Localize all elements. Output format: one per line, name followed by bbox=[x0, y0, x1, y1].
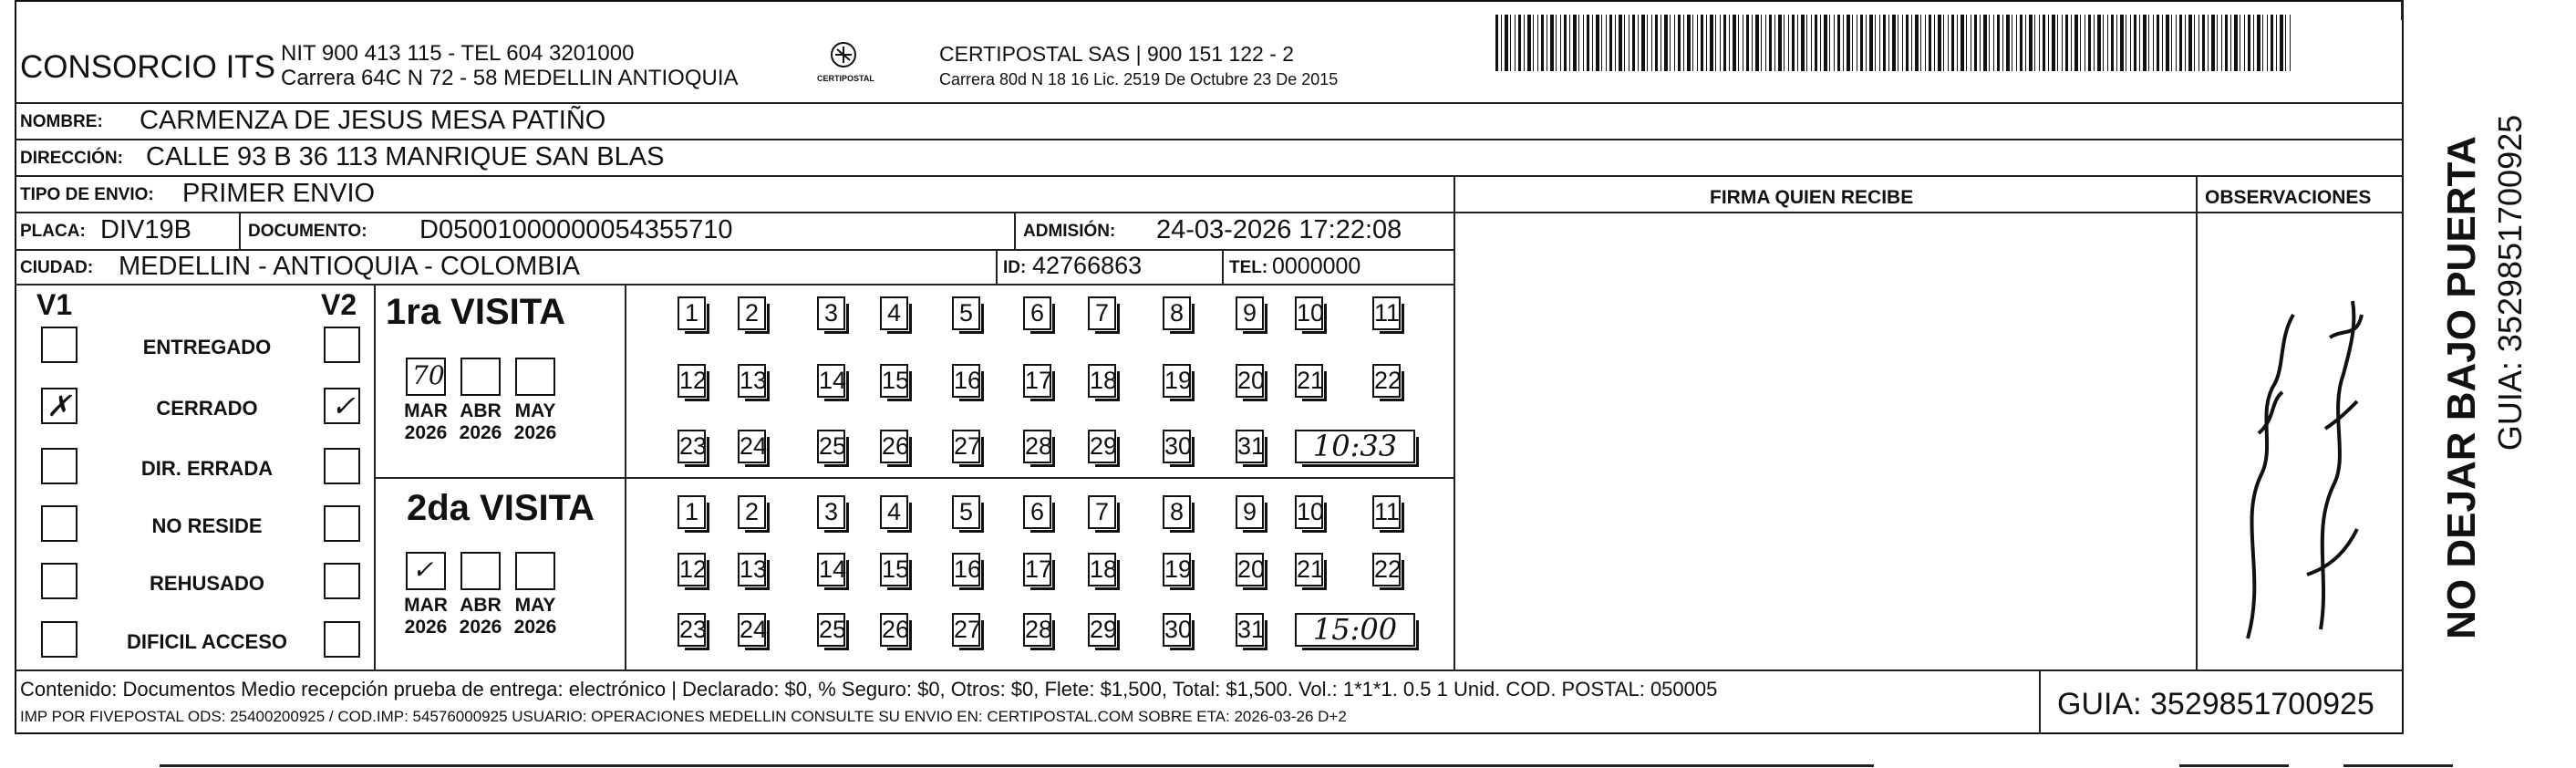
certipostal-logo bbox=[802, 36, 885, 91]
day-box[interactable]: 23 bbox=[678, 613, 706, 647]
day-box[interactable]: 18 bbox=[1088, 364, 1116, 398]
day-box[interactable]: 12 bbox=[678, 553, 706, 586]
nombre-value: CARMENZA DE JESUS MESA PATIÑO bbox=[140, 106, 606, 135]
day-box[interactable]: 14 bbox=[817, 364, 845, 398]
month-checkbox[interactable] bbox=[515, 358, 555, 396]
day-box[interactable]: 25 bbox=[817, 613, 845, 647]
month-year: 2026 bbox=[459, 422, 502, 443]
day-box[interactable]: 29 bbox=[1088, 613, 1116, 647]
day-box[interactable]: 17 bbox=[1023, 553, 1051, 586]
day-box[interactable]: 26 bbox=[880, 613, 908, 647]
day-box[interactable]: 21 bbox=[1295, 553, 1323, 586]
month-name: MAY bbox=[514, 595, 556, 616]
documento-label: DOCUMENTO: bbox=[248, 222, 367, 241]
day-box[interactable]: 6 bbox=[1023, 296, 1051, 330]
col-divider bbox=[996, 249, 998, 284]
day-box[interactable]: 1 bbox=[678, 296, 706, 330]
header-divider bbox=[15, 102, 2404, 104]
month-checkbox[interactable] bbox=[406, 552, 446, 590]
day-box[interactable]: 4 bbox=[880, 495, 908, 529]
tel-value: 0000000 bbox=[1272, 254, 1361, 279]
handwritten-signature bbox=[2211, 274, 2375, 657]
day-box[interactable]: 20 bbox=[1236, 553, 1264, 586]
day-box[interactable]: 17 bbox=[1023, 364, 1051, 398]
day-box[interactable]: 16 bbox=[952, 364, 980, 398]
status-label: NO RESIDE bbox=[151, 514, 263, 537]
day-box[interactable]: 16 bbox=[952, 553, 980, 586]
v1-checkbox[interactable] bbox=[41, 327, 78, 363]
month-checkbox[interactable] bbox=[460, 358, 501, 396]
day-box[interactable]: 18 bbox=[1088, 553, 1116, 586]
ciudad-value: MEDELLIN - ANTIOQUIA - COLOMBIA bbox=[119, 252, 580, 281]
day-box[interactable]: 9 bbox=[1236, 495, 1264, 529]
v2-checkbox[interactable] bbox=[324, 327, 360, 363]
month-checkbox[interactable] bbox=[460, 552, 501, 590]
status-label: ENTREGADO bbox=[142, 336, 272, 358]
company-name: CONSORCIO ITS bbox=[20, 49, 276, 85]
direccion-value: CALLE 93 B 36 113 MANRIQUE SAN BLAS bbox=[146, 142, 665, 171]
day-box[interactable]: 13 bbox=[738, 553, 766, 586]
row-divider bbox=[15, 249, 1454, 251]
barcode bbox=[1495, 15, 2293, 71]
day-box[interactable]: 6 bbox=[1023, 495, 1051, 529]
month-year: 2026 bbox=[404, 422, 448, 443]
day-box[interactable]: 13 bbox=[738, 364, 766, 398]
month-name: ABR bbox=[460, 595, 502, 616]
day-box[interactable]: 20 bbox=[1236, 364, 1264, 398]
v2-checkbox[interactable] bbox=[324, 448, 360, 484]
status-label: CERRADO bbox=[156, 397, 258, 420]
day-box[interactable]: 7 bbox=[1088, 495, 1116, 529]
day-box[interactable]: 11 bbox=[1372, 495, 1401, 529]
v1-checkbox[interactable] bbox=[41, 563, 78, 599]
row-divider bbox=[15, 175, 2404, 177]
month-checkbox[interactable] bbox=[515, 552, 555, 590]
day-box[interactable]: 10 bbox=[1295, 495, 1323, 529]
tipo-value: PRIMER ENVIO bbox=[182, 179, 376, 208]
day-box[interactable]: 19 bbox=[1163, 553, 1191, 586]
status-label: DIR. ERRADA bbox=[140, 457, 274, 480]
day-box[interactable]: 30 bbox=[1163, 613, 1191, 647]
status-label: REHUSADO bbox=[150, 572, 264, 595]
firma-header: FIRMA QUIEN RECIBE bbox=[1710, 187, 1914, 208]
address-line: Carrera 64C N 72 - 58 MEDELLIN ANTIOQUIA bbox=[281, 66, 739, 90]
logo-text: CERTIPOSTAL bbox=[817, 74, 874, 83]
firma-column-left bbox=[1454, 175, 1455, 669]
side-guia: GUIA: 3529851700925 bbox=[2491, 114, 2529, 451]
admision-value: 24-03-2026 17:22:08 bbox=[1156, 215, 1402, 244]
time-box[interactable]: 15:00 bbox=[1295, 613, 1415, 647]
placa-label: PLACA: bbox=[20, 222, 86, 241]
day-box[interactable]: 15 bbox=[880, 364, 908, 398]
v2-checkbox-mark: ✓ bbox=[331, 389, 356, 423]
day-box[interactable]: 8 bbox=[1163, 495, 1191, 529]
status-label: DIFICIL ACCESO bbox=[126, 630, 287, 653]
v2-checkbox[interactable] bbox=[324, 388, 360, 424]
cut-line bbox=[160, 764, 1874, 767]
documento-value: D05001000000054355710 bbox=[419, 215, 733, 244]
tel-label: TEL: bbox=[1229, 258, 1268, 277]
month-name: MAR bbox=[404, 400, 448, 421]
day-box[interactable]: 19 bbox=[1163, 364, 1191, 398]
day-box[interactable]: 3 bbox=[817, 296, 845, 330]
day-box[interactable]: 10 bbox=[1295, 296, 1323, 330]
month-checkbox-mark: 70 bbox=[412, 360, 445, 390]
col-divider bbox=[1222, 249, 1224, 284]
day-box[interactable]: 27 bbox=[952, 613, 980, 647]
no-dejar-notice: NO DEJAR BAJO PUERTA bbox=[2439, 136, 2484, 639]
tipo-label: TIPO DE ENVIO: bbox=[20, 185, 154, 204]
month-year: 2026 bbox=[513, 617, 557, 638]
day-box[interactable]: 24 bbox=[738, 430, 766, 463]
month-checkbox[interactable] bbox=[406, 358, 446, 396]
day-box[interactable]: 28 bbox=[1023, 613, 1051, 647]
v1-checkbox[interactable] bbox=[41, 505, 78, 542]
footer-imp-line: IMP POR FIVEPOSTAL ODS: 25400200925 / COD.IMP: 54576000925 USUARIO: OPERACIONES MEDELLIN CONSULTE SU ENVIO EN: CERTIPOSTAL.COM SOBRE ETA: 2026-03-26 D+2 bbox=[20, 708, 1347, 725]
observaciones-column-left bbox=[2196, 175, 2198, 669]
month-year: 2026 bbox=[513, 422, 557, 443]
v1-checkbox-mark: ✗ bbox=[47, 389, 71, 423]
day-box[interactable]: 1 bbox=[678, 495, 706, 529]
nit-line: NIT 900 413 115 - TEL 604 3201000 bbox=[281, 41, 635, 66]
nombre-label: NOMBRE: bbox=[20, 112, 103, 131]
month-year: 2026 bbox=[404, 617, 448, 638]
day-box[interactable]: 30 bbox=[1163, 430, 1191, 463]
day-box[interactable]: 7 bbox=[1088, 296, 1116, 330]
certipostal-line2: Carrera 80d N 18 16 Lic. 2519 De Octubre 23 De 2015 bbox=[939, 70, 1339, 88]
cut-line bbox=[2343, 764, 2453, 767]
col-divider bbox=[239, 212, 241, 250]
day-box[interactable]: 8 bbox=[1163, 296, 1191, 330]
footer-divider bbox=[15, 669, 2404, 671]
day-box[interactable]: 26 bbox=[880, 430, 908, 463]
day-box[interactable]: 4 bbox=[880, 296, 908, 330]
day-box[interactable]: 24 bbox=[738, 613, 766, 647]
id-value: 42766863 bbox=[1032, 252, 1143, 279]
day-box[interactable]: 28 bbox=[1023, 430, 1051, 463]
day-box[interactable]: 21 bbox=[1295, 364, 1323, 398]
v2-label: V2 bbox=[321, 288, 357, 321]
side-tick bbox=[2401, 0, 2403, 20]
col-divider bbox=[1014, 212, 1016, 250]
day-box[interactable]: 25 bbox=[817, 430, 845, 463]
day-box[interactable]: 5 bbox=[952, 495, 980, 529]
visit2-title: 2da VISITA bbox=[407, 488, 595, 528]
observaciones-header: OBSERVACIONES bbox=[2205, 187, 2372, 208]
row-divider bbox=[15, 284, 1454, 285]
month-name: MAR bbox=[404, 595, 448, 616]
cut-line bbox=[2179, 764, 2289, 767]
v1-checkbox[interactable] bbox=[41, 621, 78, 658]
visit-divider bbox=[374, 477, 1454, 479]
day-box[interactable]: 31 bbox=[1236, 430, 1264, 463]
admision-label: ADMISIÓN: bbox=[1023, 222, 1116, 241]
v1-checkbox[interactable] bbox=[41, 448, 78, 484]
time-box[interactable]: 10:33 bbox=[1295, 430, 1415, 463]
day-box[interactable]: 23 bbox=[678, 430, 706, 463]
month-year: 2026 bbox=[459, 617, 502, 638]
day-box[interactable]: 29 bbox=[1088, 430, 1116, 463]
day-box[interactable]: 2 bbox=[738, 495, 766, 529]
day-box[interactable]: 14 bbox=[817, 553, 845, 586]
day-box[interactable]: 22 bbox=[1372, 364, 1401, 398]
day-box[interactable]: 12 bbox=[678, 364, 706, 398]
ciudad-label: CIUDAD: bbox=[20, 258, 94, 277]
month-name: ABR bbox=[460, 400, 502, 421]
certipostal-line1: CERTIPOSTAL SAS | 900 151 122 - 2 bbox=[939, 42, 1295, 66]
month-name: MAY bbox=[514, 400, 556, 421]
v2-checkbox[interactable] bbox=[324, 505, 360, 542]
v2-checkbox[interactable] bbox=[324, 621, 360, 658]
v2-checkbox[interactable] bbox=[324, 563, 360, 599]
day-box[interactable]: 11 bbox=[1372, 296, 1401, 330]
day-box[interactable]: 5 bbox=[952, 296, 980, 330]
direccion-label: DIRECCIÓN: bbox=[20, 149, 123, 168]
id-label: ID: bbox=[1003, 258, 1027, 277]
day-box[interactable]: 31 bbox=[1236, 613, 1264, 647]
day-box[interactable]: 2 bbox=[738, 296, 766, 330]
footer-content-line: Contenido: Documentos Medio recepción prueba de entrega: electrónico | Declarado: $0, % Seguro: $0, Otros: $0, Flete: $1,500, Total: $1,500. Vol.: 1*1*1. 0.5 1 Unid. COD. POSTAL: 050005 bbox=[20, 678, 1718, 701]
visit-title-divider bbox=[625, 284, 626, 669]
day-box[interactable]: 15 bbox=[880, 553, 908, 586]
day-box[interactable]: 9 bbox=[1236, 296, 1264, 330]
row-divider bbox=[15, 212, 2404, 213]
visit1-title: 1ra VISITA bbox=[386, 292, 566, 332]
placa-value: DIV19B bbox=[100, 215, 191, 244]
day-box[interactable]: 27 bbox=[952, 430, 980, 463]
day-box[interactable]: 3 bbox=[817, 495, 845, 529]
v1-checkbox[interactable] bbox=[41, 388, 78, 424]
footer-guia: GUIA: 3529851700925 bbox=[2057, 687, 2374, 721]
row-divider bbox=[15, 139, 2404, 140]
v1-label: V1 bbox=[36, 288, 73, 321]
month-checkbox-mark: ✓ bbox=[412, 555, 434, 585]
guia-box-divider bbox=[2039, 669, 2041, 734]
day-box[interactable]: 22 bbox=[1372, 553, 1401, 586]
